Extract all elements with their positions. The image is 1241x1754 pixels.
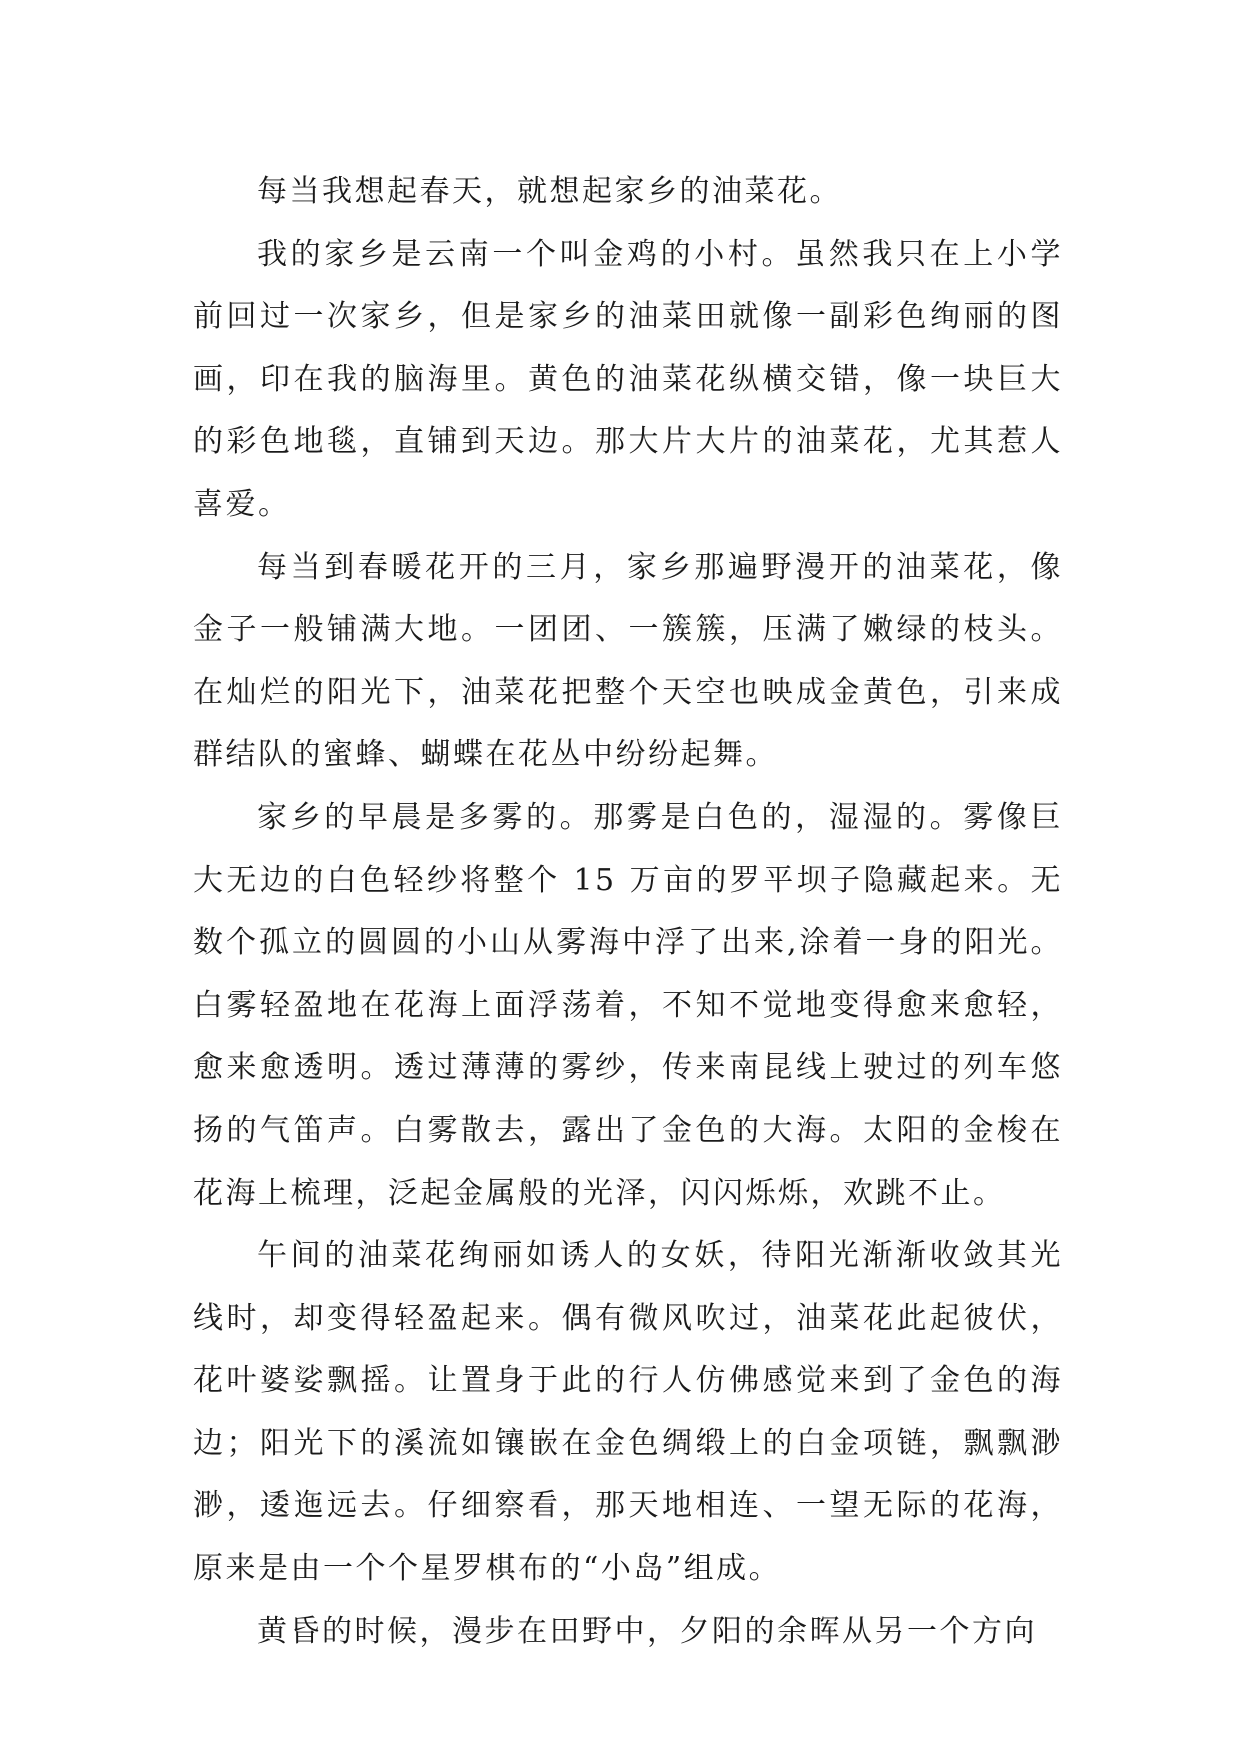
paragraph: 每当到春暖花开的三月，家乡那遍野漫开的油菜花，像金子一般铺满大地。一团团、一簇簇，压满了嫩绿的枝头。在灿烂的阳光下，油菜花把整个天空也映成金黄色，引来成群结队的蜜蜂、蝴蝶在花丛中纷纷起舞。 (193, 549, 1063, 773)
document-body (193, 161, 1063, 1663)
paragraph: 我的家乡是云南一个叫金鸡的小村。虽然我只在上小学前回过一次家乡，但是家乡的油菜田就像一副彩色绚丽的图画，印在我的脑海里。黄色的油菜花纵横交错，像一块巨大的彩色地毯，直铺到天边。那大片大片的油菜花，尤其惹人喜爱。 (193, 236, 1063, 522)
paragraph: 黄昏的时候，漫步在田野中，夕阳的余晖从另一个方向 (257, 1613, 1037, 1649)
paragraph: 家乡的早晨是多雾的。那雾是白色的，湿湿的。雾像巨大无边的白色轻纱将整个 15 万亩的罗平坝子隐藏起来。无数个孤立的圆圆的小山从雾海中浮了出来,涂着一身的阳光。白雾轻盈地在花海上面浮荡着，不知不觉地变得愈来愈轻，愈来愈透明。透过薄薄的雾纱，传来南昆线上驶过的列车悠扬的气笛声。白雾散去，露出了金色的大海。太阳的金梭在花海上梳理，泛起金属般的光泽，闪闪烁烁，欢跳不止。 (193, 799, 1063, 1211)
paragraph: 每当我想起春天，就想起家乡的油菜花。 (257, 174, 842, 209)
paragraph: 午间的油菜花绚丽如诱人的女妖，待阳光渐渐收敛其光线时，却变得轻盈起来。偶有微风吹过，油菜花此起彼伏，花叶婆娑飘摇。让置身于此的行人仿佛感觉来到了金色的海边；阳光下的溪流如镶嵌在金色绸缎上的白金项链，飘飘渺渺，逶迤远去。仔细察看，那天地相连、一望无际的花海，原来是由一个个星罗棋布的“小岛”组成。 (193, 1238, 1063, 1587)
